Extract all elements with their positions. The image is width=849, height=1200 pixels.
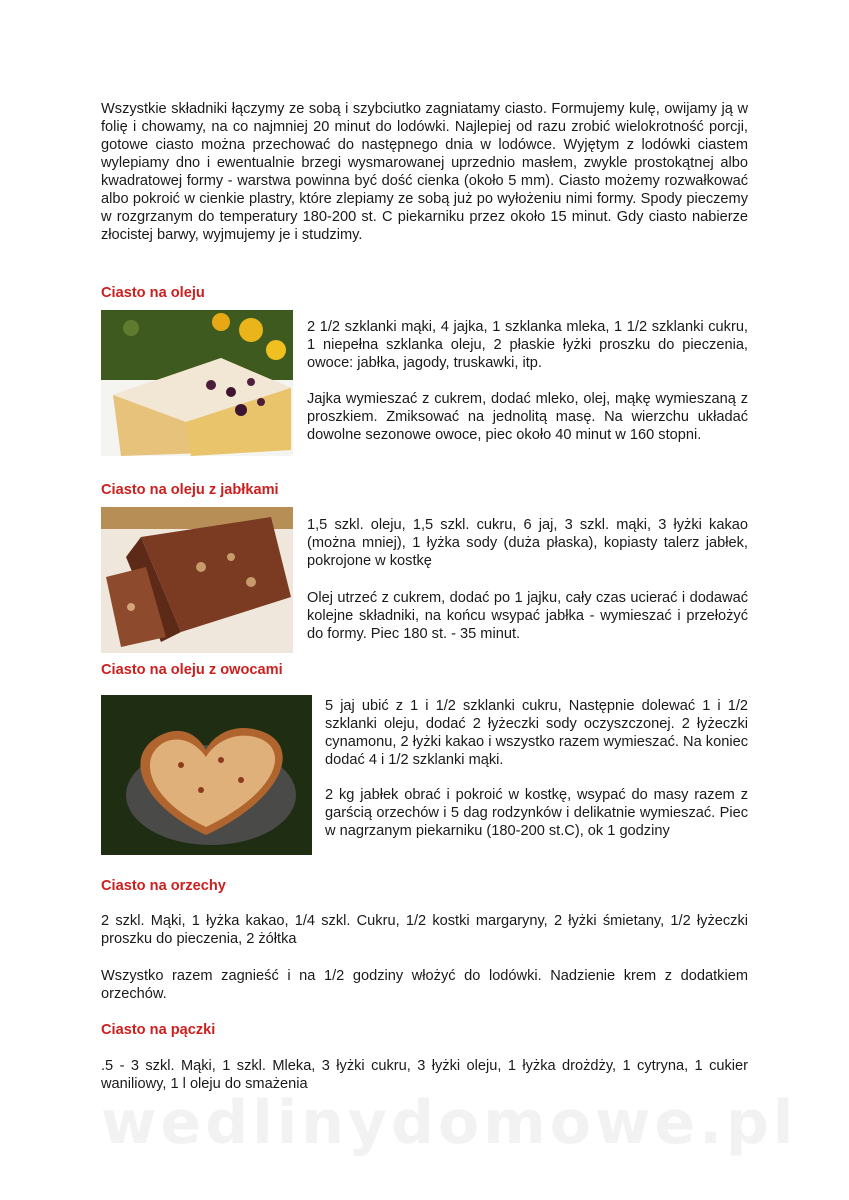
method-text: Wszystko razem zagnieść i na 1/2 godziny włożyć do lodówki. Nadzienie krem z dodatkiem orzechów. [101, 968, 748, 1002]
section-heading-ciasto-z-owocami: Ciasto na oleju z owocami [101, 662, 283, 678]
ingredients-text: 2 1/2 szklanki mąki, 4 jajka, 1 szklanka mleka, 1 1/2 szklanki cukru, 1 niepełna szklanka oleju, 2 płaskie łyżki proszku do pieczenia, owoce: jabłka, jagody, truskawki, itp. [307, 319, 748, 371]
cake-photo-apple [101, 507, 293, 653]
ingredients-text: 2 szkl. Mąki, 1 łyżka kakao, 1/4 szkl. Cukru, 1/2 kostki margaryny, 2 łyżki śmietany, 1/2 łyżeczki proszku do pieczenia, 2 żółtka [101, 913, 748, 947]
ingredients-text: .5 - 3 szkl. Mąki, 1 szkl. Mleka, 3 łyżki cukru, 3 łyżki oleju, 1 łyżka drożdży, 1 cytryna, 1 cukier waniliowy, 1 l oleju do smażenia [101, 1058, 748, 1092]
method-text: Olej utrzeć z cukrem, dodać po 1 jajku, cały czas ucierać i dodawać kolejne składniki, na końcu wsypać jabłka - wymieszać i przełożyć do formy. Piec 180 st. - 35 minut. [307, 590, 748, 642]
cake-photo-oil [101, 310, 293, 456]
ingredients-text: 5 jaj ubić z 1 i 1/2 szklanki cukru, Następnie dolewać 1 i 1/2 szklanki oleju, dodać 2 łyżeczki sody oczyszczonej. 2 łyżeczki cynamonu, 2 łyżki kakao i wszystko razem wymieszać. Na koniec dodać 4 i 1/2 szklanki mąki. [325, 698, 748, 768]
cake-photo-heart [101, 695, 312, 855]
section-heading-ciasto-na-paczki: Ciasto na pączki [101, 1022, 216, 1038]
intro-paragraph: Wszystkie składniki łączymy ze sobą i szybciutko zagniatamy ciasto. Formujemy kulę, owijamy ją w folię i chowamy, na co najmniej 20 minut do lodówki. Najlepiej od razu zrobić wielokrotność porcji, gotowe ciasto można przechować do następnego dnia w lodówce. Wyjętym z lodówki ciastem wylepiamy dno i ewentualnie brzegi wysmarowanej uprzednio masłem, zwykle prostokątnej albo kwadratowej formy - warstwa powinna być dość cienka (około 5 mm). Ciasto możemy rozwałkować albo pokroić w cienkie plastry, które zlepiamy ze sobą już po wyłożeniu nimi formy. Spody pieczemy w rozgrzanym do temperatury 180-200 st. C piekarniku przez około 15 minut. Gdy ciasto nabierze złocistej barwy, wyjmujemy je i studzimy. [101, 101, 748, 243]
section-heading-ciasto-na-orzechy: Ciasto na orzechy [101, 878, 226, 894]
section-heading-ciasto-na-oleju: Ciasto na oleju [101, 285, 205, 301]
section-heading-ciasto-z-jablkami: Ciasto na oleju z jabłkami [101, 482, 279, 498]
method-text: 2 kg jabłek obrać i pokroić w kostkę, wsypać do masy razem z garścią orzechów i 5 dag rodzynków i delikatnie wymieszać. Piec w nagrzanym piekarniku (180-200 st.C), ok 1 godziny [325, 787, 748, 839]
method-text: Jajka wymieszać z cukrem, dodać mleko, olej, mąkę wymieszaną z proszkiem. Zmiksować na jednolitą masę. Na wierzchu układać dowolne sezonowe owoce, piec około 40 minut w 160 stopni. [307, 391, 748, 443]
ingredients-text: 1,5 szkl. oleju, 1,5 szkl. cukru, 6 jaj, 3 szkl. mąki, 3 łyżki kakao (można mniej), 1 łyżka sody (duża płaska), kopiasty talerz jabłek, pokrojone w kostkę [307, 517, 748, 569]
watermark: wedlinydomowe.pl [101, 1088, 798, 1158]
